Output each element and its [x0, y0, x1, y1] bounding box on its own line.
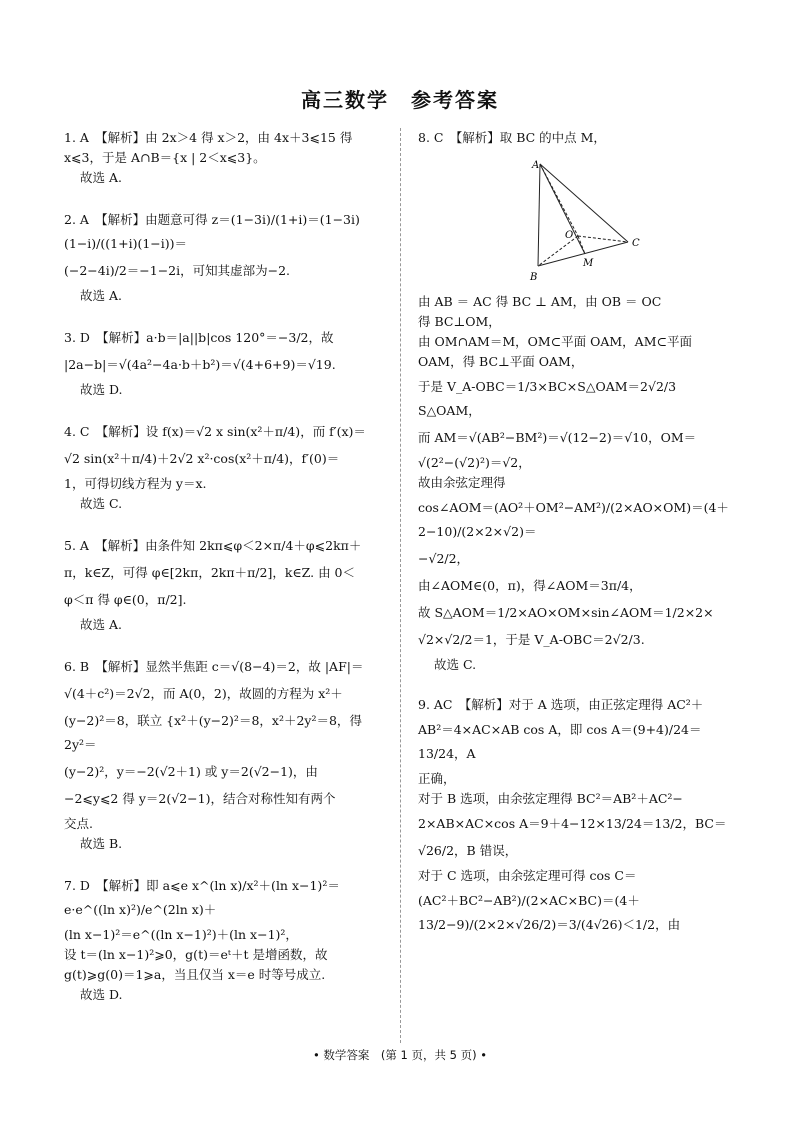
answer-5-line-3: φ＜π 得 φ∈(0，π/2].: [64, 592, 187, 607]
answer-8-line-4: 由 OM∩AM＝M，OM⊂平面 OAM，AM⊂平面: [418, 334, 692, 349]
edge-ab: [538, 164, 540, 266]
tetrahedron-diagram: [528, 156, 668, 284]
answer-8-line-5: OAM，得 BC⊥平面 OAM，: [418, 354, 584, 369]
answer-7-choice: 故选 D.: [80, 987, 123, 1002]
answer-6-line-5: −2⩽y⩽2 得 y＝2(√2−1)，结合对称性知有两个: [64, 791, 336, 806]
answer-6-line-3: (y−2)²＝8，联立 {x²＋(y−2)²＝8，x²＋2y²＝8，得 2y²＝: [64, 713, 362, 752]
answer-6-line-4: (y−2)²，y＝−2(√2＋1) 或 y＝2(√2−1)，由: [64, 764, 318, 779]
page-title: 高三数学 参考答案: [301, 88, 499, 112]
answer-5-line-2: π，k∈Z，可得 φ∈[2kπ，2kπ＋π/2]，k∈Z. 由 0＜: [64, 565, 355, 580]
column-divider: [400, 128, 401, 1043]
answer-8-line-11: −√2/2，: [418, 551, 470, 566]
answer-8-line-1: 8. C 【解析】取 BC 的中点 M，: [418, 130, 606, 145]
answer-1-line-2: x⩽3，于是 A∩B＝{x | 2＜x⩽3}。: [64, 150, 266, 165]
answer-9-line-8: (AC²＋BC²−AB²)/(2×AC×BC)＝(4＋13/2−9)/(2×2×√26/2)＝3/(4√26)＜1/2，由: [418, 893, 681, 932]
edge-ac: [540, 164, 628, 242]
answer-7-line-4: g(t)⩾g(0)＝1⩾a，当且仅当 x＝e 时等号成立.: [64, 967, 326, 982]
answer-9-line-7: 对于 C 选项，由余弦定理可得 cos C＝: [418, 868, 637, 883]
answer-8-line-8: √(2²−(√2)²)＝√2，: [418, 455, 531, 470]
label-b: B: [530, 272, 538, 283]
edge-om: [578, 236, 585, 254]
answer-2-line-1: 2. A 【解析】由题意可得 z＝(1−3i)/(1+i)＝(1−3i)(1−i)/((1+i)(1−i))＝: [64, 212, 360, 251]
answer-9-line-6: √26/2，B 错误，: [418, 843, 518, 858]
answer-4-choice: 故选 C.: [80, 496, 123, 511]
answer-3-line-2: |2a−b|＝√(4a²−4a·b＋b²)＝√(4+6+9)＝√19.: [64, 357, 336, 372]
answer-4-line-3: 1，可得切线方程为 y＝x.: [64, 476, 207, 491]
answer-8-line-3: 得 BC⊥OM，: [418, 314, 501, 329]
answer-9-line-2: AB²＝4×AC×AB cos A，即 cos A＝(9+4)/24＝13/24，A: [418, 722, 702, 761]
label-m: M: [583, 258, 594, 269]
answer-9-line-5: 2×AB×AC×cos A＝9＋4−12×13/24＝13/2，BC＝: [418, 816, 727, 831]
answer-2-line-2: (−2−4i)/2＝−1−2i，可知其虚部为−2.: [64, 263, 291, 278]
answer-6-choice: 故选 B.: [80, 836, 123, 851]
label-c: C: [632, 238, 640, 249]
answer-8-line-14: √2×√2/2＝1，于是 V_A-OBC＝2√2/3.: [418, 632, 645, 647]
tetrahedron-figure: [528, 156, 668, 284]
answer-2-choice: 故选 A.: [80, 288, 122, 303]
answer-4-line-1: 4. C 【解析】设 f(x)＝√2 x sin(x²＋π/4)，而 f′(x)＝: [64, 424, 366, 439]
left-column: [64, 128, 382, 1005]
answer-8-choice: 故选 C.: [434, 657, 477, 672]
answer-8-line-7: 而 AM＝√(AB²−BM²)＝√(12−2)＝√10，OM＝: [418, 430, 697, 445]
answer-3-line-1: 3. D 【解析】a·b＝|a||b|cos 120°＝−3/2，故: [64, 330, 334, 345]
answer-8-line-6: 于是 V_A-OBC＝1/3×BC×S△OAM＝2√2/3 S△OAM，: [418, 379, 677, 418]
answer-8-line-12: 由∠AOM∈(0，π)，得∠AOM＝3π/4，: [418, 578, 642, 593]
page-footer: • 数学答案 (第 1 页，共 5 页) •: [312, 1048, 488, 1062]
answer-7-line-2: (ln x−1)²＝e^((ln x−1)²)＋(ln x−1)²，: [64, 927, 298, 942]
label-a: A: [532, 160, 540, 171]
answer-8-line-9: 故由余弦定理得: [418, 475, 506, 490]
answer-5-line-1: 5. A 【解析】由条件知 2kπ⩽φ＜2×π/4＋φ⩽2kπ＋: [64, 538, 362, 553]
answer-9-line-4: 对于 B 选项，由余弦定理得 BC²＝AB²＋AC²−: [418, 791, 683, 806]
answer-7-line-1: 7. D 【解析】即 a⩽e x^(ln x)/x²＋(ln x−1)²＝e·e^((ln x)²)/e^(2ln x)＋: [64, 878, 340, 917]
answer-9-line-1: 9. AC 【解析】对于 A 选项，由正弦定理得 AC²＋: [418, 697, 704, 712]
answer-6-line-2: √(4＋c²)＝2√2，而 A(0，2)，故圆的方程为 x²＋: [64, 686, 343, 701]
answer-9-line-3: 正确，: [418, 771, 456, 786]
answer-5-choice: 故选 A.: [80, 617, 122, 632]
answer-1-choice: 故选 A.: [80, 170, 122, 185]
edge-ao: [540, 164, 578, 236]
answer-3-choice: 故选 D.: [80, 382, 123, 397]
answer-8-line-2: 由 AB ＝ AC 得 BC ⊥ AM，由 OB ＝ OC: [418, 294, 662, 309]
answer-8-line-10: cos∠AOM＝(AO²＋OM²−AM²)/(2×AO×OM)＝(4＋2−10)/(2×2×√2)＝: [418, 500, 729, 539]
answer-4-line-2: √2 sin(x²＋π/4)＋2√2 x²·cos(x²＋π/4)，f′(0)＝: [64, 451, 340, 466]
right-column: [418, 128, 736, 940]
answer-1-line-1: 1. A 【解析】由 2x＞4 得 x＞2，由 4x＋3⩽15 得: [64, 130, 353, 145]
answer-6-line-6: 交点.: [64, 816, 93, 831]
label-o: O: [565, 230, 574, 241]
answer-6-line-1: 6. B 【解析】显然半焦距 c＝√(8−4)＝2，故 |AF|＝: [64, 659, 364, 674]
answer-8-line-13: 故 S△AOM＝1/2×AO×OM×sin∠AOM＝1/2×2×: [418, 605, 714, 620]
edge-oc: [578, 236, 628, 242]
answer-7-line-3: 设 t＝(ln x−1)²⩾0，g(t)＝eᵗ＋t 是增函数，故: [64, 947, 328, 962]
